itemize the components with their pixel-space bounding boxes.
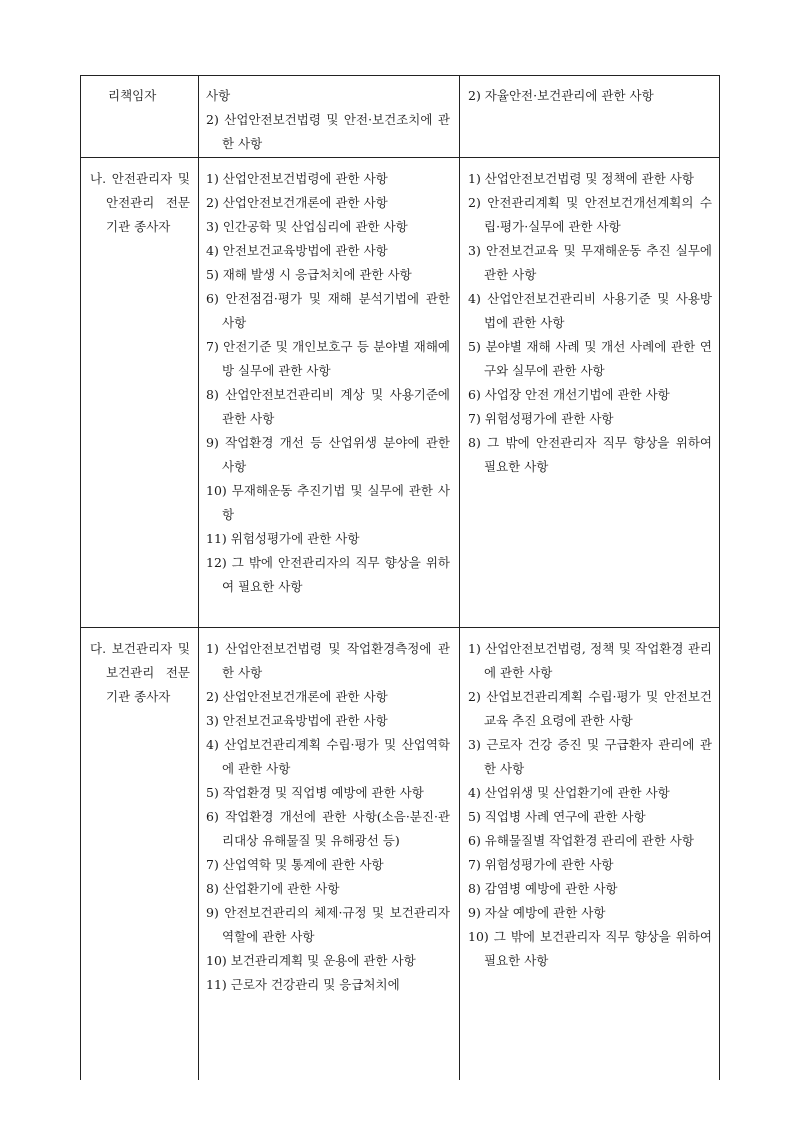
- list-item: 9) 안전보건관리의 체제·규정 및 보건관리자 역할에 관한 사항: [206, 905, 450, 944]
- list-item: 8) 감염병 예방에 관한 사항: [468, 881, 618, 896]
- list-item: 1) 산업안전보건법령에 관한 사항: [206, 171, 388, 186]
- list-item: 4) 산업안전보건관리비 사용기준 및 사용방법에 관한 사항: [468, 291, 712, 330]
- category-cell: [90, 637, 190, 709]
- column-divider: [198, 75, 199, 1080]
- refresher-content-cell: [468, 637, 712, 973]
- list-item: 10) 그 밖에 보건관리자 직무 향상을 위하여 필요한 사항: [468, 929, 712, 968]
- list-item: 12) 그 밖에 안전관리자의 직무 향상을 위하여 필요한 사항: [206, 555, 450, 594]
- list-item: 2) 산업안전보건법령 및 안전·보건조치에 관한 사항: [206, 112, 450, 151]
- list-item: 6) 안전점검·평가 및 재해 분석기법에 관한 사항: [206, 291, 450, 330]
- list-item: 3) 인간공학 및 산업심리에 관한 사항: [206, 219, 408, 234]
- table-right-border: [719, 75, 720, 1080]
- table-top-border: [80, 75, 720, 76]
- list-item: 5) 재해 발생 시 응급처치에 관한 사항: [206, 267, 412, 282]
- refresher-content-cell: [468, 84, 712, 108]
- list-item: 1) 산업안전보건법령 및 정책에 관한 사항: [468, 171, 694, 186]
- list-item: 8) 산업안전보건관리비 계상 및 사용기준에 관한 사항: [206, 387, 450, 426]
- list-item: 2) 산업안전보건개론에 관한 사항: [206, 689, 388, 704]
- list-item: 5) 직업병 사례 연구에 관한 사항: [468, 809, 646, 824]
- list-item: 11) 근로자 건강관리 및 응급처치에: [206, 977, 400, 992]
- education-content-cell: [206, 637, 450, 997]
- list-item: 6) 작업환경 개선에 관한 사항(소음·분진·관리대상 유해물질 및 유해광선 등): [206, 809, 450, 848]
- list-item: 8) 산업환기에 관한 사항: [206, 881, 340, 896]
- list-item: 10) 무재해운동 추진기법 및 실무에 관한 사항: [206, 483, 450, 522]
- list-item: 7) 안전기준 및 개인보호구 등 분야별 재해예방 실무에 관한 사항: [206, 339, 450, 378]
- list-item: 4) 산업보건관리계획 수립·평가 및 산업역학에 관한 사항: [206, 737, 450, 776]
- list-item: 5) 분야별 재해 사례 및 개선 사례에 관한 연구와 실무에 관한 사항: [468, 339, 712, 378]
- table-left-border: [80, 75, 81, 1080]
- row-divider: [80, 627, 720, 628]
- list-item: 7) 위험성평가에 관한 사항: [468, 411, 614, 426]
- category-text: 다. 보건관리자 및 보건관리 전문기관 종사자: [90, 641, 190, 704]
- list-item: 6) 유해물질별 작업환경 관리에 관한 사항: [468, 833, 694, 848]
- list-item: 5) 작업환경 및 직업병 예방에 관한 사항: [206, 785, 424, 800]
- list-item: 8) 그 밖에 안전관리자 직무 향상을 위하여 필요한 사항: [468, 435, 712, 474]
- category-text: 리책임자: [108, 88, 157, 103]
- category-cell: [108, 84, 192, 108]
- list-item: 9) 자살 예방에 관한 사항: [468, 905, 606, 920]
- list-item: 6) 사업장 안전 개선기법에 관한 사항: [468, 387, 670, 402]
- list-item: 2) 산업보건관리계획 수립·평가 및 안전보건교육 추진 요령에 관한 사항: [468, 689, 712, 728]
- list-item: 사항: [206, 88, 231, 103]
- category-cell: [90, 167, 190, 239]
- category-text: 나. 안전관리자 및 안전관리 전문기관 종사자: [90, 171, 190, 234]
- list-item: 10) 보건관리계획 및 운용에 관한 사항: [206, 953, 416, 968]
- column-divider: [459, 75, 460, 1080]
- list-item: 7) 위험성평가에 관한 사항: [468, 857, 614, 872]
- list-item: 7) 산업역학 및 통계에 관한 사항: [206, 857, 384, 872]
- list-item: 1) 산업안전보건법령 및 작업환경측정에 관한 사항: [206, 641, 450, 680]
- list-item: 2) 산업안전보건개론에 관한 사항: [206, 195, 388, 210]
- refresher-content-cell: [468, 167, 712, 479]
- education-content-cell: [206, 84, 450, 156]
- list-item: 2) 안전관리계획 및 안전보건개선계획의 수립·평가·실무에 관한 사항: [468, 195, 712, 234]
- list-item: 3) 근로자 건강 증진 및 구급환자 관리에 관한 사항: [468, 737, 712, 776]
- list-item: 4) 안전보건교육방법에 관한 사항: [206, 243, 388, 258]
- education-content-cell: [206, 167, 450, 599]
- row-divider: [80, 157, 720, 158]
- list-item: 4) 산업위생 및 산업환기에 관한 사항: [468, 785, 670, 800]
- list-item: 11) 위험성평가에 관한 사항: [206, 531, 360, 546]
- list-item: 3) 안전보건교육방법에 관한 사항: [206, 713, 388, 728]
- list-item: 2) 자율안전·보건관리에 관한 사항: [468, 88, 654, 103]
- list-item: 1) 산업안전보건법령, 정책 및 작업환경 관리에 관한 사항: [468, 641, 712, 680]
- list-item: 3) 안전보건교육 및 무재해운동 추진 실무에 관한 사항: [468, 243, 712, 282]
- list-item: 9) 작업환경 개선 등 산업위생 분야에 관한 사항: [206, 435, 450, 474]
